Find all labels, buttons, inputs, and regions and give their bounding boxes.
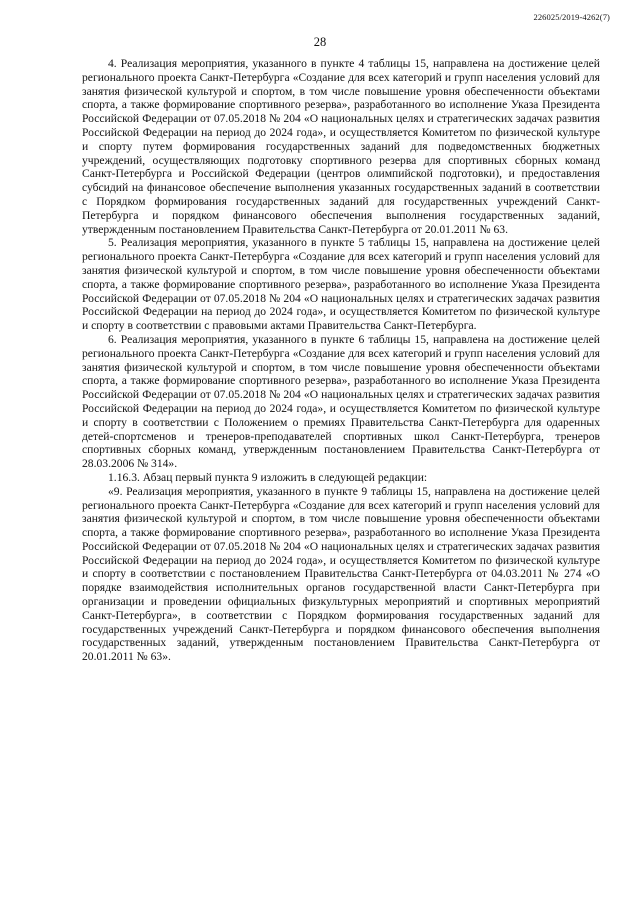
paragraph-5: 5. Реализация мероприятия, указанного в пункте 5 таблицы 15, направлена на достижение целей регионального проекта Санкт-Петербурга «Создание для всех категорий и групп населения условий для занятия физической культурой и спортом, в том числе повышение уровня обеспеченности объектами спорта, а также формирование спортивного резерва», разработанного во исполнение Указа Президента Российской Федерации от 07.05.2018 № 204 «О национальных целях и стратегических задачах развития Российской Федерации на период до 2024 года», и осуществляется Комитетом по физической культуре и спорту в соответствии с правовыми актами Правительства Санкт-Петербурга. [82, 236, 600, 333]
paragraph-amendment-1-16-3: 1.16.3. Абзац первый пункта 9 изложить в следующей редакции: [108, 470, 428, 484]
document-id: 226025/2019-4262(7) [533, 12, 610, 22]
page-number: 28 [313, 35, 327, 49]
paragraph-9: «9. Реализация мероприятия, указанного в пункте 9 таблицы 15, направлена на достижение целей регионального проекта Санкт-Петербурга «Создание для всех категорий и групп населения условий для занятия физической культурой и спортом, в том числе повышение уровня обеспеченности объектами спорта, а также формирование спортивного резерва», разработанного во исполнение Указа Президента Российской Федерации от 07.05.2018 № 204 «О национальных целях и стратегических задачах развития Российской Федерации на период до 2024 года», и осуществляется Комитетом по физической культуре и спорту в соответствии с постановлением Правительства Санкт-Петербурга от 04.03.2011 № 274 «О порядке взаимодействия исполнительных органов государственной власти Санкт-Петербурга при организации и проведении официальных физкультурных мероприятий и спортивных мероприятий Санкт-Петербурга», в соответствии с Порядком формирования государственных заданий для государственных учреждений Санкт-Петербурга и порядком финансового обеспечения выполнения государственных заданий, утвержденным постановлением Правительства Санкт-Петербурга от 20.01.2011 № 63». [82, 484, 600, 664]
paragraph-6: 6. Реализация мероприятия, указанного в пункте 6 таблицы 15, направлена на достижение целей регионального проекта Санкт-Петербурга «Создание для всех категорий и групп населения условий для занятия физической культурой и спортом, в том числе повышение уровня обеспеченности объектами спорта, а также формирование спортивного резерва», разработанного во исполнение Указа Президента Российской Федерации от 07.05.2018 № 204 «О национальных целях и стратегических задачах развития Российской Федерации на период до 2024 года», и осуществляется Комитетом по физической культуре и спорту в соответствии с Положением о премиях Правительства Санкт-Петербурга для одаренных детей-спортсменов и тренеров-преподавателей спортивных школ Санкт-Петербурга, тренеров спортивных сборных команд, утвержденным постановлением Правительства Санкт-Петербурга от 28.03.2006 № 314». [82, 332, 600, 471]
paragraph-4: 4. Реализация мероприятия, указанного в пункте 4 таблицы 15, направлена на достижение целей регионального проекта Санкт-Петербурга «Создание для всех категорий и групп населения условий для занятия физической культурой и спортом, в том числе повышение уровня обеспеченности объектами спорта, а также формирование спортивного резерва», разработанного во исполнение Указа Президента Российской Федерации от 07.05.2018 № 204 «О национальных целях и стратегических задачах развития Российской Федерации на период до 2024 года», и осуществляется Комитетом по физической культуре и спорту путем формирования государственных заданий для подведомственных бюджетных учреждений, осуществляющих подготовку спортивного резерва для спортивных сборных команд Санкт-Петербурга и Российской Федерации (центров олимпийской подготовки), и предоставления субсидий на финансовое обеспечение выполнения указанных государственных заданий в соответствии с Порядком формирования государственных заданий для государственных учреждений Санкт-Петербурга и порядком финансового обеспечения выполнения государственных заданий, утвержденным постановлением Правительства Санкт-Петербурга от 20.01.2011 № 63. [82, 57, 600, 236]
document-body [82, 57, 600, 664]
